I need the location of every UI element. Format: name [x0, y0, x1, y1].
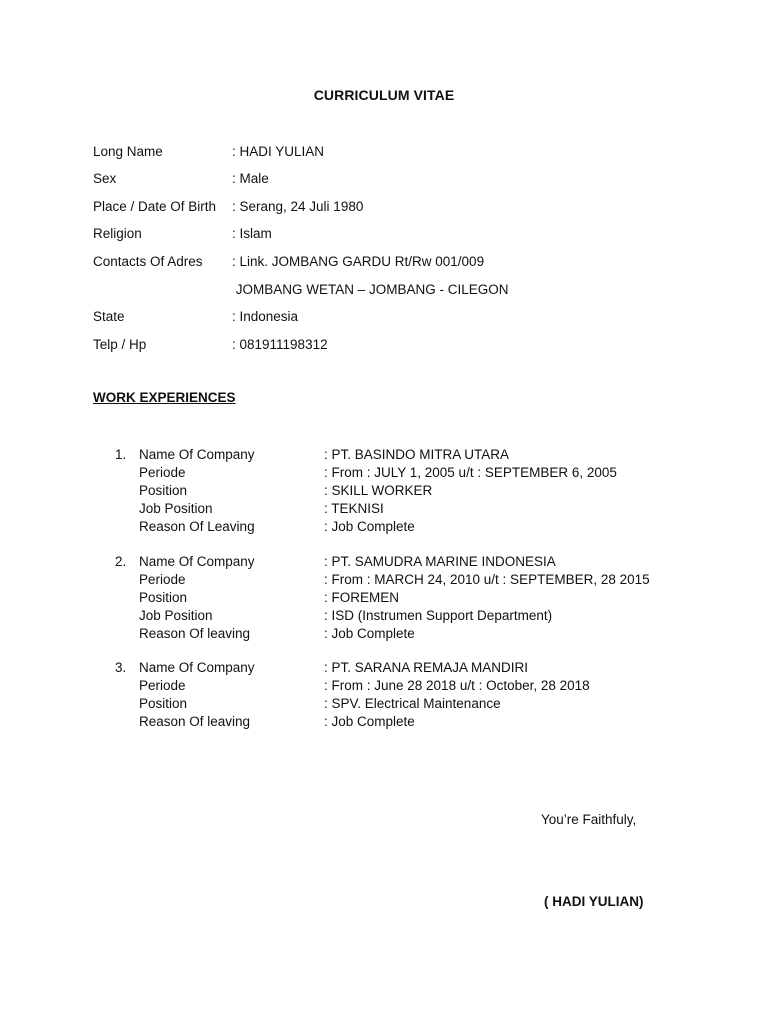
job-entry-2 — [115, 553, 715, 643]
job-row — [115, 695, 715, 713]
job-label: Position — [139, 590, 188, 605]
job-row — [115, 500, 715, 518]
job-value: : From : June 28 2018 u/t : October, 28 2018 — [324, 678, 590, 693]
job-value: : SKILL WORKER — [324, 483, 433, 498]
job-label: Periode — [139, 678, 186, 693]
info-label: Place / Date Of Birth — [93, 199, 217, 214]
job-label: Reason Of Leaving — [139, 519, 255, 534]
job-row — [115, 713, 715, 731]
job-label: Position — [139, 483, 188, 498]
info-label: Sex — [93, 171, 117, 186]
job-value: : From : JULY 1, 2005 u/t : SEPTEMBER 6, 2005 — [324, 465, 617, 480]
info-label: Religion — [93, 226, 142, 241]
info-label: Contacts Of Adres — [93, 254, 203, 269]
job-entry-3 — [115, 659, 715, 731]
document-title: CURRICULUM VITAE — [313, 87, 455, 103]
job-row — [115, 571, 715, 589]
info-label: Telp / Hp — [93, 337, 147, 352]
job-value: : SPV. Electrical Maintenance — [324, 696, 501, 711]
info-label: State — [93, 309, 125, 324]
job-row — [115, 482, 715, 500]
job-value: : PT. BASINDO MITRA UTARA — [324, 447, 510, 462]
job-value: : ISD (Instrumen Support Department) — [324, 608, 553, 623]
info-value: : Serang, 24 Juli 1980 — [232, 199, 364, 214]
job-value: : From : MARCH 24, 2010 u/t : SEPTEMBER, 28 2015 — [324, 572, 650, 587]
job-row — [115, 589, 715, 607]
job-row — [115, 607, 715, 625]
job-row — [115, 659, 715, 677]
job-number: 1. — [115, 447, 127, 462]
info-value: JOMBANG WETAN – JOMBANG - CILEGON — [232, 282, 509, 297]
job-row — [115, 553, 715, 571]
job-number: 2. — [115, 554, 127, 569]
job-value: : TEKNISI — [324, 501, 384, 516]
info-value: : Link. JOMBANG GARDU Rt/Rw 001/009 — [232, 254, 485, 269]
job-value: : PT. SARANA REMAJA MANDIRI — [324, 660, 529, 675]
job-value: : Job Complete — [324, 519, 415, 534]
job-row — [115, 446, 715, 464]
job-label: Reason Of leaving — [139, 626, 251, 641]
info-value: : 081911198312 — [232, 337, 328, 352]
job-value: : Job Complete — [324, 714, 415, 729]
info-value: : Indonesia — [232, 309, 299, 324]
job-label: Job Position — [139, 501, 213, 516]
info-value: : Male — [232, 171, 269, 186]
closing-salutation: You’re Faithfuly, — [541, 812, 637, 827]
job-number: 3. — [115, 660, 127, 675]
info-value: : HADI YULIAN — [232, 144, 325, 159]
info-label: Long Name — [93, 144, 163, 159]
section-title-work: WORK EXPERIENCES — [93, 390, 236, 405]
job-label: Position — [139, 696, 188, 711]
job-label: Periode — [139, 572, 186, 587]
job-label: Reason Of leaving — [139, 714, 251, 729]
job-label: Job Position — [139, 608, 213, 623]
job-row — [115, 464, 715, 482]
job-row — [115, 518, 715, 536]
job-value: : PT. SAMUDRA MARINE INDONESIA — [324, 554, 556, 569]
job-label: Name Of Company — [139, 554, 255, 569]
job-value: : Job Complete — [324, 626, 415, 641]
info-value: : Islam — [232, 226, 272, 241]
job-label: Periode — [139, 465, 186, 480]
signature-name: ( HADI YULIAN) — [544, 894, 644, 909]
job-value: : FOREMEN — [324, 590, 400, 605]
job-label: Name Of Company — [139, 660, 255, 675]
job-row — [115, 677, 715, 695]
job-entry-1 — [115, 446, 715, 536]
job-label: Name Of Company — [139, 447, 255, 462]
job-row — [115, 625, 715, 643]
